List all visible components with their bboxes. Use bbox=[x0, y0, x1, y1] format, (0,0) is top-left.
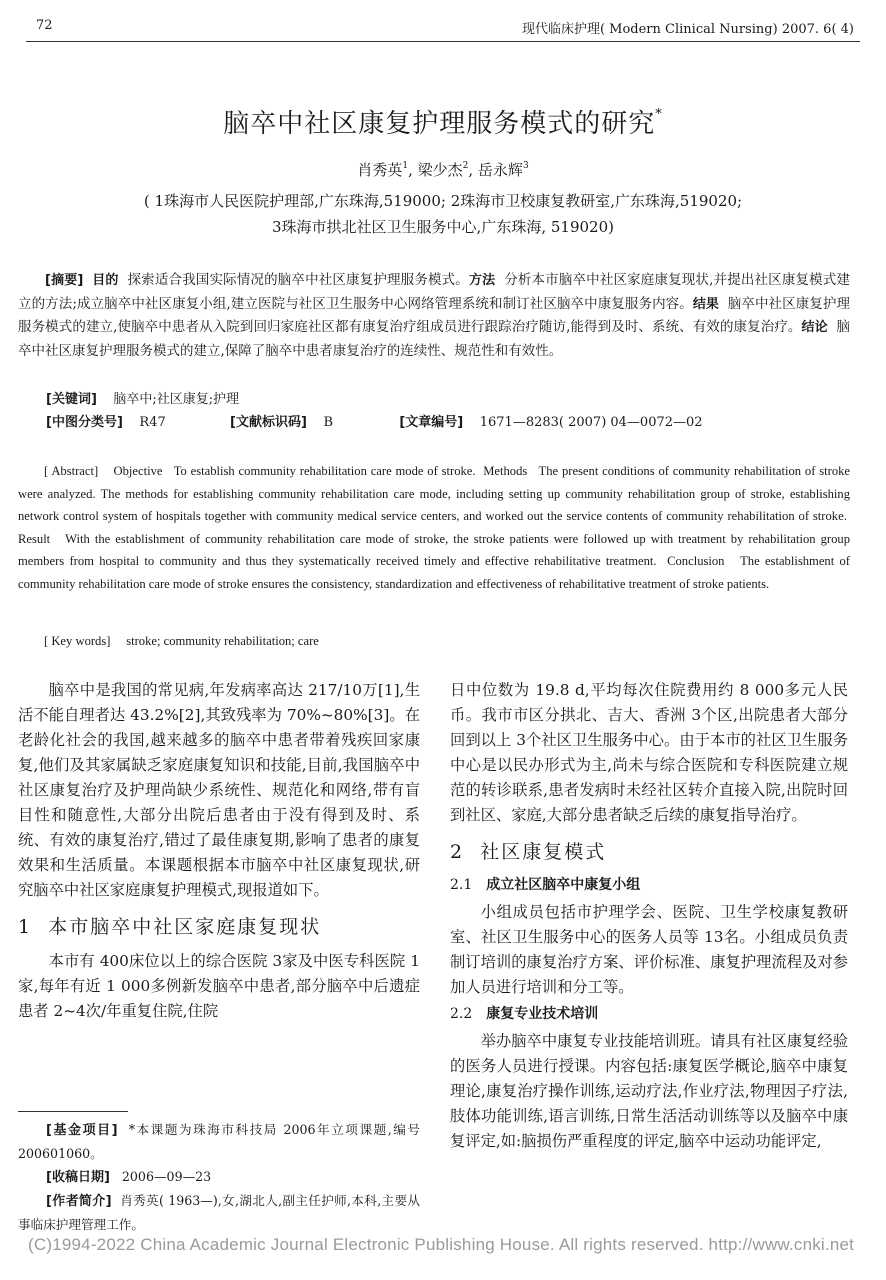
conclusion-text: 脑卒中社区康复护理服务模式的建立,保障了脑卒中患者康复治疗的连续性、规范性和有效性。 bbox=[18, 319, 850, 359]
keywords-cn bbox=[46, 389, 239, 411]
objective-label: 目的 bbox=[92, 273, 119, 288]
section-2-1-paragraph: 小组成员包括市护理学会、医院、卫生学校康复教研室、社区卫生服务中心的医务人员等 13名。小组成员负责制订培训的康复治疗方案、评价标准、康复护理流程及对参加人员进行培训和分工等。 bbox=[450, 903, 848, 996]
section-2-1-title: 成立社区脑卒中康复小组 bbox=[486, 877, 641, 893]
running-header-journal: 现代临床护理( Modern Clinical Nursing) 2007. 6( 4) bbox=[521, 22, 854, 37]
article-number-label: [文章编号] bbox=[399, 415, 464, 430]
header-rule bbox=[26, 41, 860, 42]
author-name: 肖秀英 bbox=[357, 161, 403, 179]
author-name: 岳永辉 bbox=[477, 161, 523, 179]
result-en-label: Result bbox=[18, 531, 51, 546]
fund-label: [基金项目] bbox=[46, 1123, 118, 1138]
title-footnote-mark: * bbox=[655, 107, 663, 122]
section-2-1-heading bbox=[450, 873, 848, 898]
keywords-en-label: [ Key words] bbox=[44, 634, 111, 648]
author-bio-label: [作者简介] bbox=[46, 1194, 112, 1209]
author-affil-mark: 2 bbox=[462, 161, 469, 171]
keywords-en bbox=[44, 630, 319, 653]
author-name: 梁少杰 bbox=[417, 161, 463, 179]
author-bio-text: 肖秀英( 1963—),女,湖北人,副主任护师,本科,主要从事临床护理管理工作。 bbox=[18, 1193, 420, 1232]
article-title bbox=[0, 103, 886, 140]
section-2-2-number: 2.2 bbox=[450, 1006, 473, 1022]
article-number-value: 1671—8283( 2007) 04—0072—02 bbox=[479, 415, 703, 430]
keywords-en-text: stroke; community rehabilitation; care bbox=[126, 634, 319, 648]
affiliation-line-1: ( 1珠海市人民医院护理部,广东珠海,519000; 2珠海市卫校康复教研室,广东珠海,519020; bbox=[143, 192, 743, 210]
page-number: 72 bbox=[36, 18, 53, 33]
results-text: 脑卒中社区康复护理服务模式的建立,使脑卒中患者从入院到回归家庭社区都有康复治疗组成员进行跟踪治疗随访,能得到及时、系统、有效的康复治疗。 bbox=[18, 295, 851, 335]
section-2-heading bbox=[450, 840, 848, 865]
classification-row bbox=[46, 412, 846, 434]
conclusion-en-text: The establishment of community rehabilitation care mode of stroke ensures the consistency, standardization and effectiveness of rehabilitative treatment of stroke patients. bbox=[18, 554, 851, 591]
objective-en-text: To establish community rehabilitation care mode of stroke. bbox=[173, 464, 476, 478]
received-date-label: [收稿日期] bbox=[46, 1170, 110, 1185]
abstract-en bbox=[18, 460, 850, 595]
section-2-2-paragraph: 举办脑卒中康复专业技能培训班。请具有社区康复经验的医务人员进行授课。内容包括:康复医学概论,脑卒中康复理论,康复治疗操作训练,运动疗法,作业疗法,物理因子疗法,肢体功能训练,语言训练,日常生活活动训练等以及脑卒中康复评定,如:脑损伤严重程度的评定,脑卒中运动功能评定, bbox=[450, 1032, 848, 1150]
result-en-text: With the establishment of community rehabilitation care mode of stroke, the stroke patients were followed up with treatment by rehabilitation group members from hospital to community and thus they systematically received timely and effective rehabilitative treatment. bbox=[18, 531, 850, 568]
abstract-cn bbox=[18, 269, 850, 362]
clc-label: [中图分类号] bbox=[46, 415, 123, 430]
clc-value: R47 bbox=[139, 415, 166, 430]
results-label: 结果 bbox=[692, 296, 720, 312]
keywords-text: 脑卒中;社区康复;护理 bbox=[113, 392, 240, 407]
objective-text: 探索适合我国实际情况的脑卒中社区康复护理服务模式。 bbox=[127, 272, 469, 288]
abstract-label: [摘要] bbox=[45, 273, 84, 288]
cnki-watermark: (C)1994-2022 China Academic Journal Electronic Publishing House. All rights reserved. http://www.cnki.net bbox=[28, 1235, 855, 1254]
methods-en-text: The present conditions of community rehabilitation of stroke were analyzed. The methods for establishing community rehabilitation care mode, including setting up community rehabilitation group of stroke, establishing network control system of hospitals together with community medical service centers, and worked out the service contents of community rehabilitation of stroke. bbox=[18, 464, 851, 523]
intro-paragraph: 脑卒中是我国的常见病,年发病率高达 217/10万[1],生活不能自理者达 43.2%[2],其致残率为 70%~80%[3]。在老龄化社会的我国,越来越多的脑卒中患者带着残疾回家康复,他们及其家属缺乏家庭康复知识和技能,目前,我国脑卒中社区康复治疗及护理尚缺少系统性、规范化和网络,带有盲目性和随意性,大部分出院后患者由于没有得到及时、系统、有效的康复治疗,错过了最佳康复期,影响了患者的康复效果和生活质量。本课题根据本市脑卒中社区康复现状,研究脑卒中社区家庭康复护理模式,现报道如下。 bbox=[18, 681, 420, 899]
section-1-paragraph: 本市有 400床位以上的综合医院 3家及中医专科医院 1家,每年有近 1 000多例新发脑卒中患者,部分脑卒中后遗症患者 2~4次/年重复住院,住院 bbox=[18, 952, 420, 1020]
continued-paragraph: 日中位数为 19.8 d,平均每次住院费用约 8 000多元人民币。我市市区分拱北、吉大、香洲 3个区,出院患者大部分回到以上 3个社区卫生服务中心。由于本市的社区卫生服务中心是以民办形式为主,尚未与综合医院和专科医院建立规范的转诊联系,患者发病时未经社区转介直接入院,出院时回到社区、家庭,大部分患者缺乏后续的康复指导治疗。 bbox=[450, 681, 848, 824]
footnote-date bbox=[18, 1165, 420, 1189]
conclusion-label: 结论 bbox=[801, 320, 828, 335]
author-affil-mark: 3 bbox=[522, 161, 529, 171]
methods-text: 分析本市脑卒中社区家庭康复现状,并提出社区康复模式建立的方法;成立脑卒中社区康复小组,建立医院与社区卫生服务中心网络管理系统和制订社区脑卒中康复服务内容。 bbox=[18, 272, 850, 312]
doc-code-label: [文献标识码] bbox=[230, 415, 307, 430]
footnote-author bbox=[18, 1189, 420, 1236]
keywords-label: [关键词] bbox=[46, 392, 97, 407]
section-1-number: 1 bbox=[18, 916, 33, 938]
conclusion-en-label: Conclusion bbox=[667, 554, 725, 568]
section-1-title: 本市脑卒中社区家庭康复现状 bbox=[48, 916, 322, 938]
section-1-heading bbox=[18, 915, 420, 940]
section-2-title: 社区康复模式 bbox=[480, 841, 607, 863]
doc-code-value: B bbox=[323, 415, 334, 430]
section-2-1-number: 2.1 bbox=[450, 877, 473, 893]
title-text: 脑卒中社区康复护理服务模式的研究 bbox=[223, 109, 656, 139]
fund-text: *本课题为珠海市科技局 2006年立项课题,编号 200601060。 bbox=[18, 1122, 420, 1161]
author-affil-mark: 1 bbox=[402, 161, 409, 171]
abstract-en-label: [ Abstract] bbox=[44, 464, 99, 478]
section-2-2-heading bbox=[450, 1002, 848, 1027]
author-line: 肖秀英$^1$, 梁少杰$^2$, 岳永辉$^3$ bbox=[357, 161, 529, 179]
footnote-fund bbox=[18, 1118, 420, 1165]
received-date-value: 2006—09—23 bbox=[121, 1169, 212, 1184]
footnotes bbox=[18, 1118, 420, 1236]
objective-en-label: Objective bbox=[113, 464, 163, 478]
methods-en-label: Methods bbox=[483, 464, 528, 478]
methods-label: 方法 bbox=[468, 273, 496, 288]
body-right-column bbox=[450, 678, 848, 1154]
section-2-number: 2 bbox=[450, 841, 465, 863]
footnote-rule bbox=[18, 1111, 128, 1112]
body-left-column bbox=[18, 678, 420, 1024]
affiliation-line-2: 3珠海市拱北社区卫生服务中心,广东珠海, 519020) bbox=[272, 218, 614, 236]
section-2-2-title: 康复专业技术培训 bbox=[486, 1006, 599, 1022]
